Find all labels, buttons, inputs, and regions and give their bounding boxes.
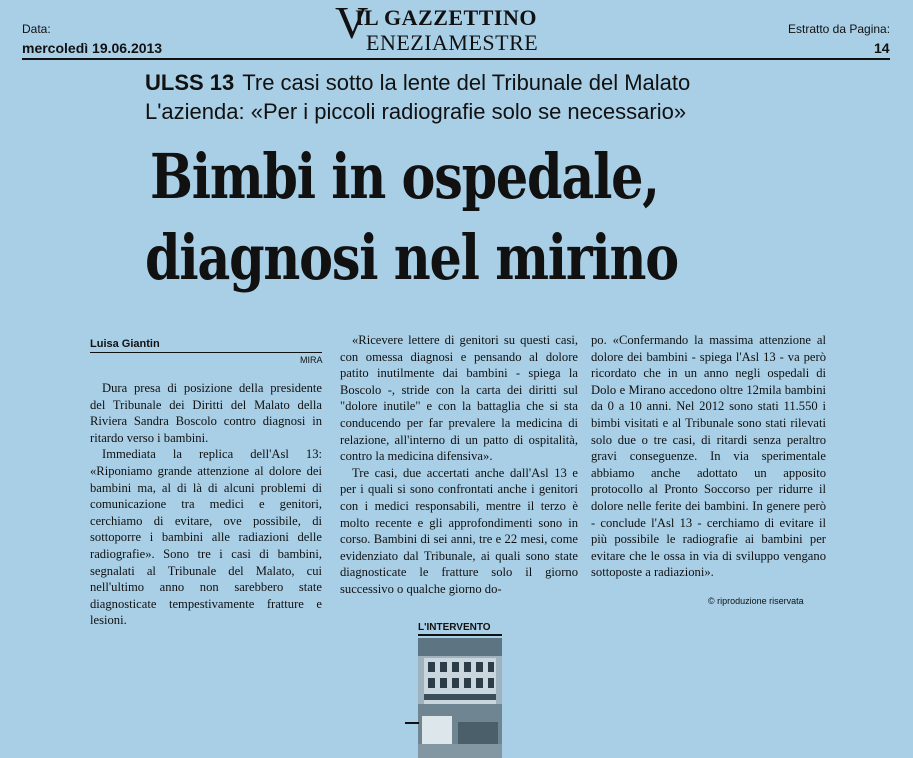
header-rule: [22, 58, 890, 60]
paragraph: Tre casi, due accertati anche dall'Asl 13 e per i quali si sono confrontati anche i genitori con i medici responsabili, mentre il terzo è molto recente e gli approfondimenti sono in corso. Bambini di sei anni, tre e 22 mesi, come evidenziato dal Tribunale, ai quali sono state diagnosticate le fratture solo il giorno successivo o qualche giorno do-: [340, 465, 578, 596]
page-label: Estratto da Pagina:: [788, 22, 891, 36]
paragraph: po. «Confermando la massima attenzione al dolore dei bambini - spiega l'Asl 13 - va però ricordato che in un anno negli ospedali di Dolo e Mirano accedono oltre 12mila bambini da 0 a 10 anni. Nel 2012 sono stati 11.550 i bimbi visitati e al Tribunale sono stati rilevati solo due o tre casi, di ritardi senza peraltro gravi conseguenze. In via sperimentale abbiamo anche adottato un apposito protocollo al Pronto Soccorso per ridurre il dolore nelle ferite dei bambini. In genere però - conclude l'Asl 13 - cerchiamo di evitare il più possibile le radiografie ai bambini per evitare che le ossa in via di sviluppo vengano sottoposte a radiazioni».: [591, 333, 826, 580]
paragraph: Immediata la replica dell'Asl 13: «Riponiamo grande attenzione al dolore dei bambini ma, al di là di alcuni problemi di comunicazione tra medici e genitori, cerchiamo di evitare, ove possibile, di sottoporre i bambini alle radiazioni delle radiografie». Sono tre i casi di bambini, segnalati al Tribunale del Malato, cui nell'ultimo anno non sarebbero state diagnosticate tempestivamente fratture e lesioni.: [90, 447, 322, 628]
sidebar-photo: [418, 638, 502, 758]
sidebar-label: L'INTERVENTO: [418, 622, 491, 633]
masthead-edition: ENEZIAMESTRE: [366, 30, 539, 55]
paragraph: Dura presa di posizione della presidente del Tribunale dei Diritti del Malato della Riviera Sandra Boscolo contro diagnosi in ritardo verso i bambini.: [90, 381, 322, 445]
copyright-notice: © riproduzione riservata: [708, 596, 804, 606]
masthead-title: IL GAZZETTINO: [355, 5, 537, 30]
caption-pointer: [405, 722, 419, 724]
article-column-2: [340, 332, 578, 598]
byline-rule: [90, 352, 322, 353]
kicker-line-2: L'azienda: «Per i piccoli radiografie solo se necessario»: [145, 99, 687, 124]
page-number: 14: [874, 40, 890, 56]
author-byline: Luisa Giantin: [90, 338, 160, 350]
date-label: Data:: [22, 22, 51, 36]
section-tag: ULSS 13: [145, 70, 235, 95]
building-photo-graphic: [418, 638, 502, 758]
article-column-1: [90, 380, 322, 629]
kicker-text-1: Tre casi sotto la lente del Tribunale del Malato: [242, 70, 691, 95]
sidebar-rule: [418, 634, 502, 636]
article-column-3: [591, 332, 826, 581]
headline-line-1: Bimbi in ospedale,: [150, 140, 659, 213]
paragraph: «Ricevere lettere di genitori su questi casi, con omessa diagnosi e pensando al dolore patito inutilmente dai bambini - spiega la Boscolo -, stride con la carta dei diritti sul "dolore inutile" e con la battaglia che si sta conducendo per far prevalere la medicina di relazione, all'interno di un patto di ospitalità, contro la medicina difensiva».: [340, 333, 578, 464]
masthead-initial: V: [335, 0, 369, 48]
date-value: mercoledì 19.06.2013: [22, 40, 163, 56]
kicker-line-1: [145, 70, 690, 96]
headline-line-2: diagnosi nel mirino: [145, 221, 678, 294]
dateline-location: MIRA: [300, 355, 323, 365]
